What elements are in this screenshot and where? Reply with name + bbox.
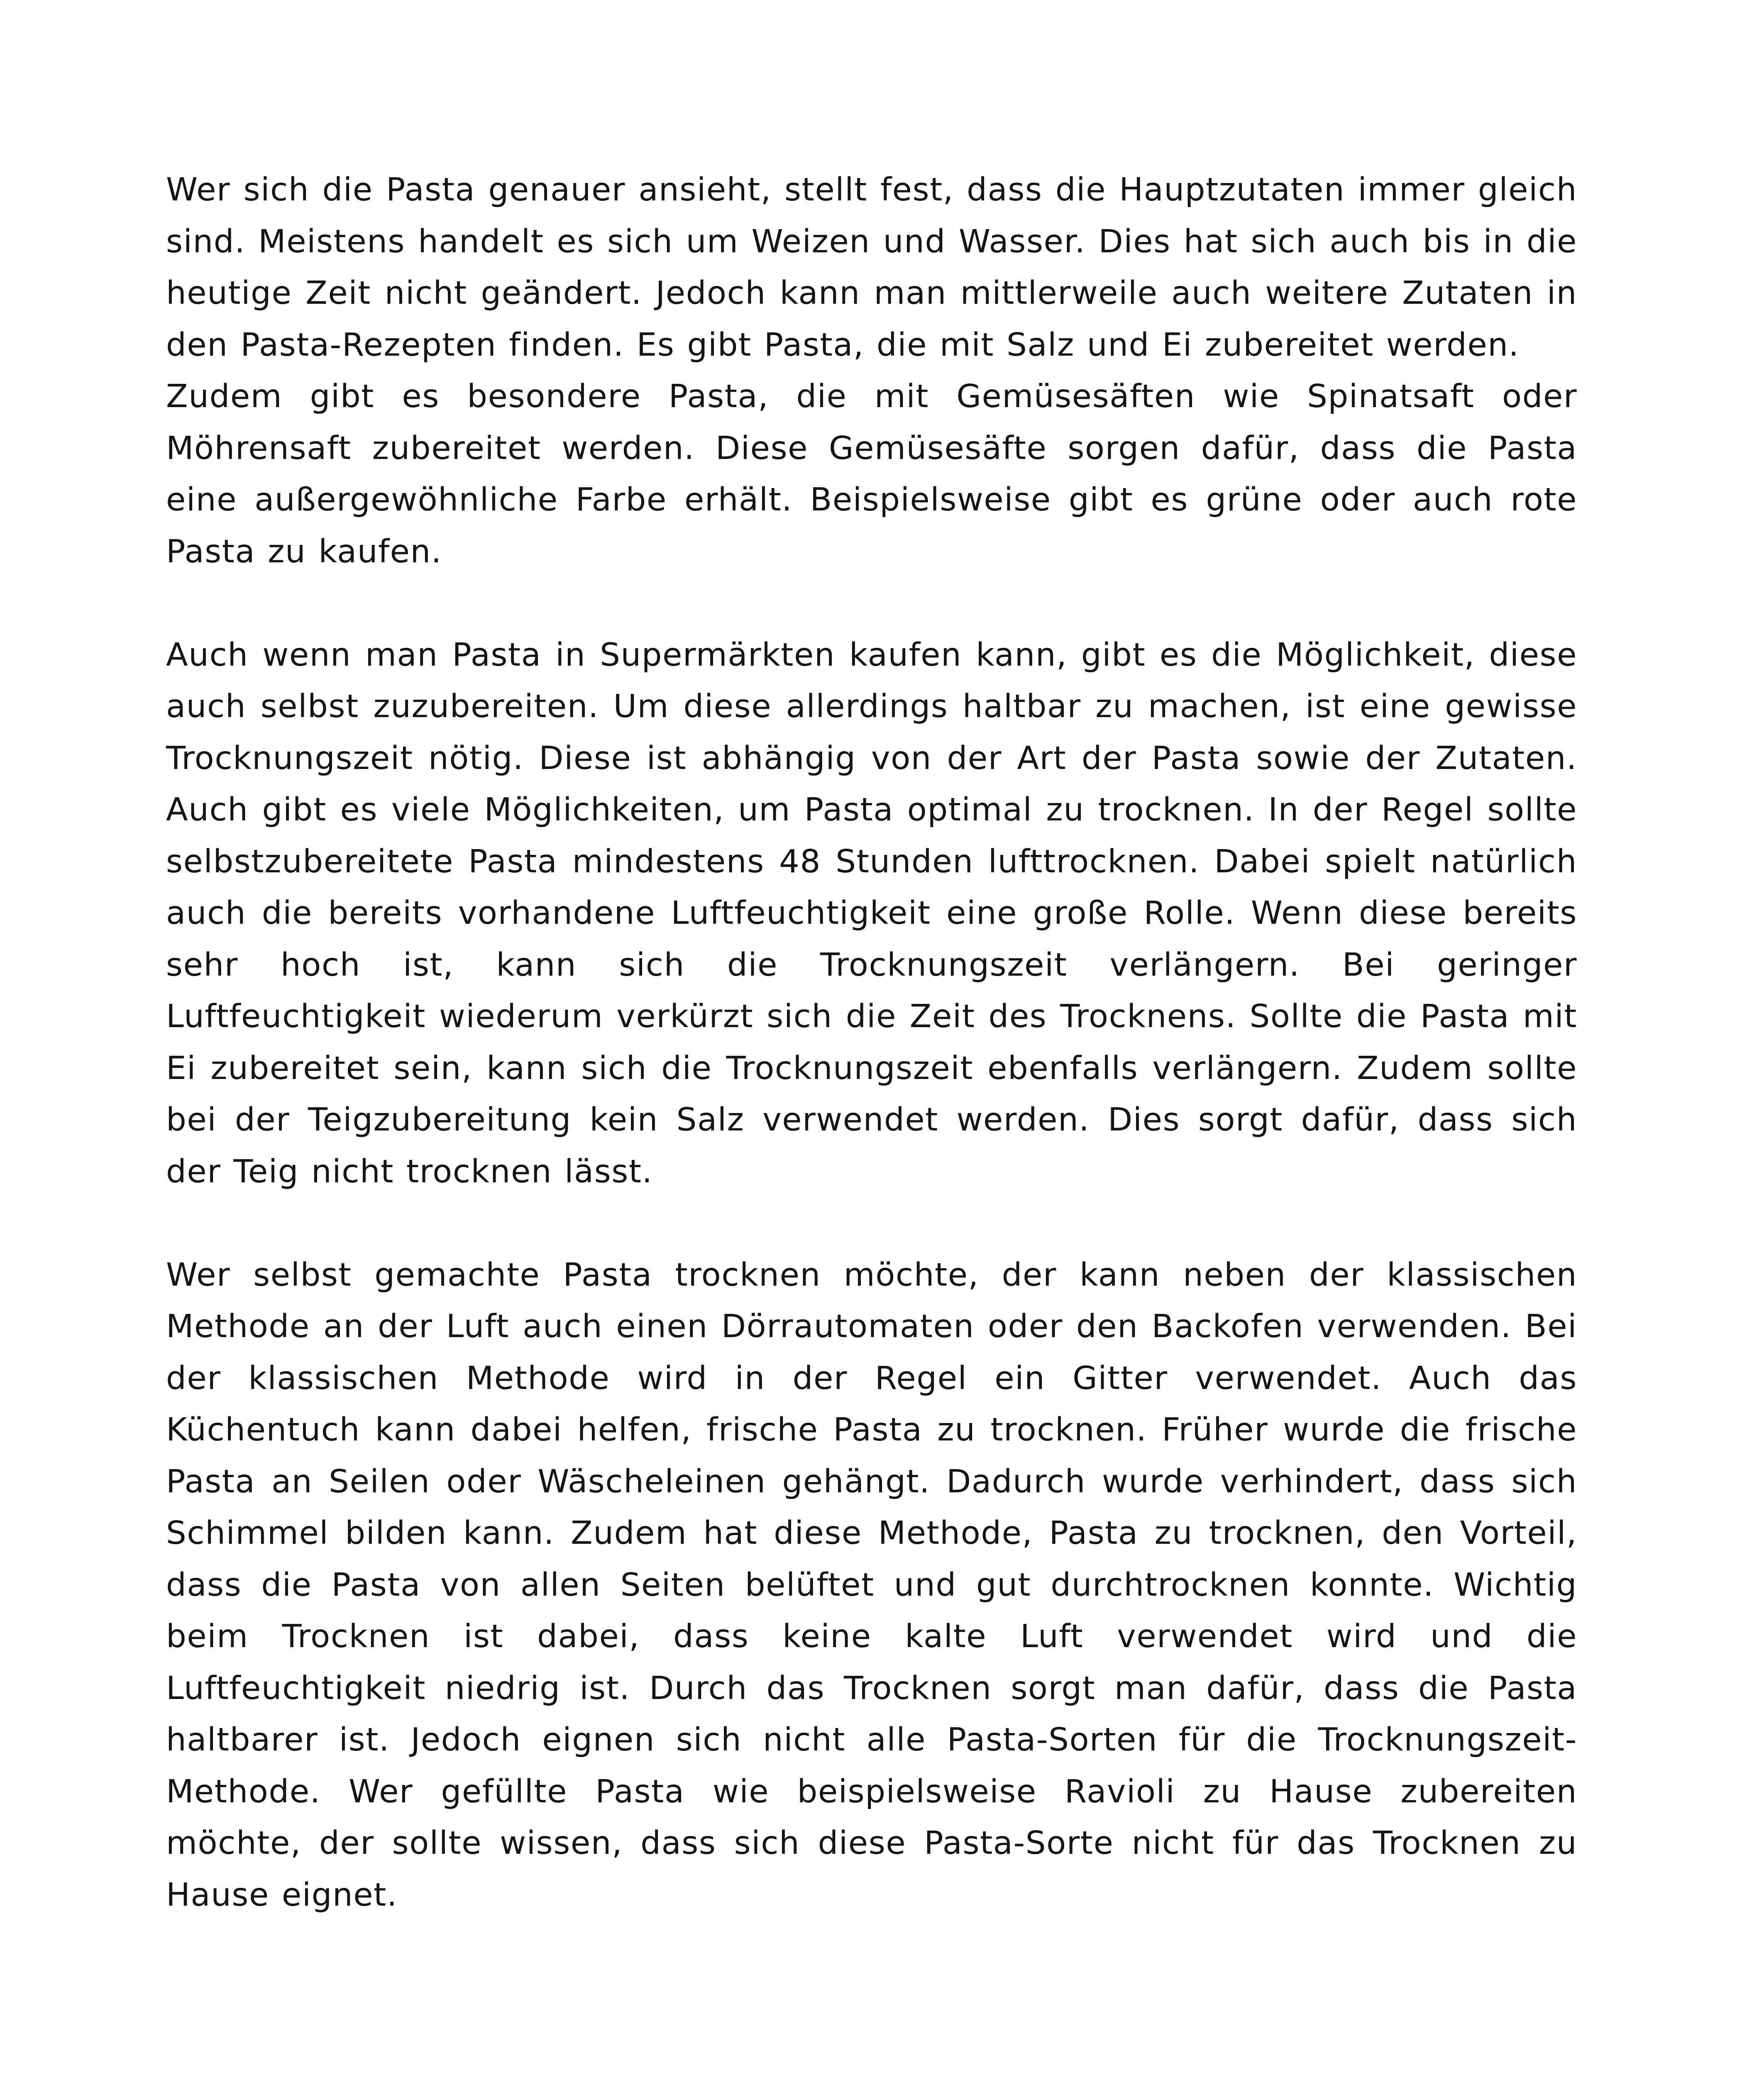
paragraph-spacer [166,1198,1577,1250]
body-text [166,164,1577,1921]
paragraph-spacer [166,578,1577,630]
paragraph-vegetable-juices: Zudem gibt es besondere Pasta, die mit Gemüsesäften wie Spinatsaft oder Möhrensaft zubereitet werden. Diese Gemüsesäfte sorgen dafür, dass die Pasta eine außergewöhnliche Farbe erhält. Beispielsweise gibt es grüne oder auch rote Pasta zu kaufen. [166,378,1577,570]
paragraph-drying-time: Auch wenn man Pasta in Supermärkten kaufen kann, gibt es die Möglichkeit, diese auch selbst zuzubereiten. Um diese allerdings haltbar zu machen, ist eine gewisse Trocknungszeit nötig. Diese ist abhängig von der Art der Pasta sowie der Zutaten. Auch gibt es viele Möglichkeiten, um Pasta optimal zu trocknen. In der Regel sollte selbstzubereitete Pasta mindestens 48 Stunden lufttrocknen. Dabei spielt natürlich auch die bereits vorhandene Luftfeuchtigkeit eine große Rolle. Wenn diese bereits sehr hoch ist, kann sich die Trocknungszeit verlängern. Bei geringer Luftfeuchtigkeit wiederum verkürzt sich die Zeit des Trocknens. Sollte die Pasta mit Ei zubereitet sein, kann sich die Trocknungszeit ebenfalls verlängern. Zudem sollte bei der Teigzubereitung kein Salz verwendet werden. Dies sorgt dafür, dass sich der Teig nicht trocknen lässt. [166,636,1577,1190]
paragraph-drying-methods: Wer selbst gemachte Pasta trocknen möchte, der kann neben der klassischen Methode an der Luft auch einen Dörrautomaten oder den Backofen verwenden. Bei der klassischen Methode wird in der Regel ein Gitter verwendet. Auch das Küchentuch kann dabei helfen, frische Pasta zu trocknen. Früher wurde die frische Pasta an Seilen oder Wäscheleinen gehängt. Dadurch wurde verhindert, dass sich Schimmel bilden kann. Zudem hat diese Methode, Pasta zu trocknen, den Vorteil, dass die Pasta von allen Seiten belüftet und gut durchtrocknen konnte. Wichtig beim Trocknen ist dabei, dass keine kalte Luft verwendet wird und die Luftfeuchtigkeit niedrig ist. Durch das Trocknen sorgt man dafür, dass die Pasta haltbarer ist. Jedoch eignen sich nicht alle Pasta-Sorten für die Trocknungszeit-Methode. Wer gefüllte Pasta wie beispielsweise Ravioli zu Hause zubereiten möchte, der sollte wissen, dass sich diese Pasta-Sorte nicht für das Trocknen zu Hause eignet. [166,1256,1577,1914]
paragraph-ingredients: Wer sich die Pasta genauer ansieht, stellt fest, dass die Hauptzutaten immer gleich sind. Meistens handelt es sich um Weizen und Wasser. Dies hat sich auch bis in die heutige Zeit nicht geändert. Jedoch kann man mittlerweile auch weitere Zutaten in den Pasta-Rezepten finden. Es gibt Pasta, die mit Salz und Ei zubereitet werden. [166,171,1577,364]
